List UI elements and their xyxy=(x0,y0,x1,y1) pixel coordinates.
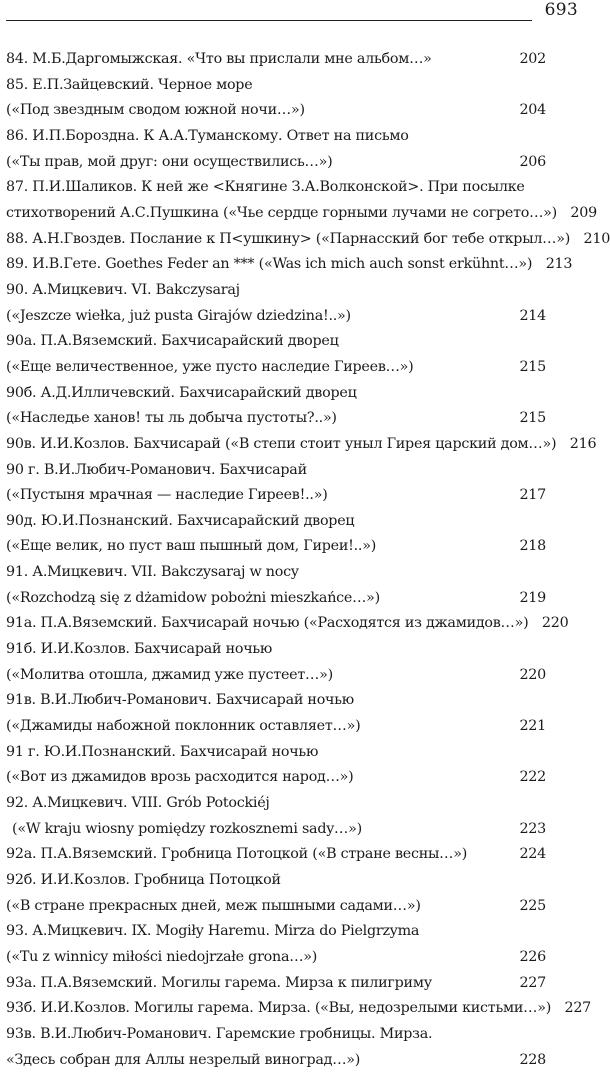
toc-page-number: 210 xyxy=(583,230,610,247)
toc-page-number: 213 xyxy=(545,256,573,273)
toc-entry-line xyxy=(6,791,546,817)
toc-page-number: 220 xyxy=(519,666,546,683)
toc-entry-text: 90а. П.А.Вяземский. Бахчисарайский дворец xyxy=(6,333,339,350)
toc-entry-text: («Jeszcze wiełka, już pusta Girajów dziedzina!..») xyxy=(6,307,351,324)
toc-entry-text: 91. А.Мицкевич. VII. Bakczysaraj w nocy xyxy=(6,564,299,581)
toc-entry-text: 88. А.Н.Гвоздев. Послание к П<ушкину> («Парнасский бог тебе открыл…») xyxy=(6,230,571,247)
toc-entry-line xyxy=(6,586,546,612)
toc-entry-text: 93а. П.А.Вяземский. Могилы гарема. Мирза к пилигриму xyxy=(6,974,432,991)
toc-entry-line xyxy=(6,765,546,791)
toc-entry-text: («В стране прекрасных дней, меж пышными садами…») xyxy=(6,897,421,914)
toc-entry-text: 92а. П.А.Вяземский. Гробница Потоцкой («В стране весны…») xyxy=(6,846,468,863)
toc-entry-text: 92. А.Мицкевич. VIII. Grób Potockiéj xyxy=(6,795,270,812)
toc-page-number: 215 xyxy=(519,410,546,427)
toc-entry-line xyxy=(6,329,546,355)
toc-entry-line xyxy=(6,868,546,894)
toc-entry-line xyxy=(6,1048,546,1073)
toc-entry-text: («W kraju wiosny pomiędzy rozkosznemi sady…») xyxy=(12,820,362,837)
toc-entry-text: 84. М.Б.Даргомыжская. «Что вы прислали мне альбом…» xyxy=(6,51,432,67)
toc-entry-line xyxy=(6,842,546,868)
toc-entry-line xyxy=(6,919,546,945)
toc-entry-line xyxy=(6,688,546,714)
toc-entry-line xyxy=(6,201,597,227)
toc-page-number: 218 xyxy=(519,538,546,555)
toc-entry-text: («Еще величественное, уже пусто наследие Гиреев…») xyxy=(6,358,414,375)
toc-page-number: 227 xyxy=(564,1000,592,1017)
toc-entry-line xyxy=(6,47,546,73)
toc-entry-text: 90. А.Мицкевич. VI. Bakczysaraj xyxy=(6,281,240,298)
toc-entry-line xyxy=(6,227,610,253)
toc-page-number: 219 xyxy=(519,589,546,606)
toc-entry-text: 85. Е.П.Зайцевский. Черное море xyxy=(6,76,253,93)
toc-entry-line xyxy=(6,817,546,843)
toc-page-number: 220 xyxy=(541,615,569,632)
header-rule xyxy=(6,20,532,21)
toc-entry-text: 89. И.В.Гете. Goethes Feder an *** («Was ich mich auch sonst erkühnt…») xyxy=(6,256,533,273)
toc-entry-line xyxy=(6,98,546,124)
toc-entry-line xyxy=(6,124,546,150)
toc-entry-text: 91в. В.И.Любич-Романович. Бахчисарай ночью xyxy=(6,692,354,709)
toc-page-number: 223 xyxy=(519,820,546,837)
toc-page-number: 225 xyxy=(519,897,546,914)
toc-page-number: 228 xyxy=(519,1051,546,1068)
toc-page-number: 221 xyxy=(519,718,546,735)
toc-entry-text: («Под звездным сводом южной ночи…») xyxy=(6,102,305,119)
toc-page-number: 202 xyxy=(519,51,546,67)
toc-entry-text: 90 г. В.И.Любич-Романович. Бахчисарай xyxy=(6,461,307,478)
toc-entry-line xyxy=(6,996,592,1022)
toc-entry-text: 91 г. Ю.И.Познанский. Бахчисарай ночью xyxy=(6,743,319,760)
toc-entry-line xyxy=(6,663,546,689)
toc-entry-text: 87. П.И.Шаликов. К ней же <Княгине З.А.Волконской>. При посылке xyxy=(6,179,525,196)
toc-entry-line xyxy=(6,560,546,586)
toc-page-number: 214 xyxy=(519,307,546,324)
toc-page-number: 224 xyxy=(519,846,546,863)
toc-entry-text: («Вот из джамидов врозь расходится народ…») xyxy=(6,769,354,786)
toc-entry-line xyxy=(6,1022,546,1048)
toc-page-number: 216 xyxy=(569,435,597,452)
toc-entry-line xyxy=(6,355,546,381)
toc-page-number: 222 xyxy=(519,769,546,786)
toc-page-number: 217 xyxy=(519,487,546,504)
toc-entry-line xyxy=(6,150,546,176)
toc-entry-text: 90б. А.Д.Илличевский. Бахчисарайский дворец xyxy=(6,384,357,401)
toc-entry-line xyxy=(6,278,546,304)
page-number: 693 xyxy=(544,0,578,20)
toc-entry-line xyxy=(6,458,546,484)
toc-entry-text: («Еще велик, но пуст ваш пышный дом, Гиреи!..») xyxy=(6,538,377,555)
toc-entry-text: 93. А.Мицкевич. IX. Mogiły Haremu. Mirza do Pielgrzyma xyxy=(6,923,420,940)
toc-entry-text: («Rozchodzą się z dżamidow pobożni mieszkańce…») xyxy=(6,589,380,606)
toc-entry-text: стихотворений А.С.Пушкина («Чье сердце горными лучами не согрето…») xyxy=(6,204,557,221)
toc-entry-text: 93в. В.И.Любич-Романович. Гаремские гробницы. Мирза. xyxy=(6,1025,433,1042)
toc-entry-line xyxy=(6,714,546,740)
toc-page-number: 227 xyxy=(519,974,546,991)
toc-entry-line xyxy=(6,945,546,971)
toc-entry-text: 91б. И.И.Козлов. Бахчисарай ночью xyxy=(6,641,273,658)
toc-entry-text: («Джамиды набожной поклонник оставляет…») xyxy=(6,718,361,735)
toc-entry-line xyxy=(6,740,546,766)
toc-entry-text: («Наследье ханов! ты ль добыча пустоты?..») xyxy=(6,410,337,427)
toc-entry-line xyxy=(6,971,546,997)
toc-entry-line xyxy=(6,406,546,432)
toc-entry-line xyxy=(6,509,546,535)
table-of-contents xyxy=(6,47,610,1073)
toc-entry-line xyxy=(6,381,546,407)
toc-entry-text: 93б. И.И.Козлов. Могилы гарема. Мирза. («Вы, недозрелыми кистьми…») xyxy=(6,1000,552,1017)
toc-entry-text: 86. И.П.Бороздна. К А.А.Туманскому. Ответ на письмо xyxy=(6,127,409,144)
toc-entry-line xyxy=(6,73,546,99)
toc-entry-text: «Здесь собран для Аллы незрелый виноград…») xyxy=(6,1051,361,1068)
toc-entry-text: («Tu z winnicy miłości niedojrzałe grona…») xyxy=(6,948,318,965)
toc-entry-line xyxy=(6,637,546,663)
toc-entry-line xyxy=(6,534,546,560)
toc-entry-text: 92б. И.И.Козлов. Гробница Потоцкой xyxy=(6,872,281,888)
toc-page-number: 209 xyxy=(570,204,597,221)
toc-page-number: 215 xyxy=(519,358,546,375)
toc-entry-text: («Пустыня мрачная — наследие Гиреев!..») xyxy=(6,487,328,504)
toc-entry-line xyxy=(6,611,569,637)
toc-entry-text: 90в. И.И.Козлов. Бахчисарай («В степи стоит уныл Гирея царский дом…») xyxy=(6,435,557,452)
toc-entry-text: 90д. Ю.И.Познанский. Бахчисарайский дворец xyxy=(6,512,355,529)
toc-page-number: 204 xyxy=(519,102,546,119)
toc-entry-line xyxy=(6,304,546,330)
toc-entry-text: («Ты прав, мой друг: они осуществились…») xyxy=(6,153,333,170)
toc-entry-text: 91а. П.А.Вяземский. Бахчисарай ночью («Расходятся из джамидов…») xyxy=(6,615,529,632)
toc-entry-line xyxy=(6,175,546,201)
toc-entry-line xyxy=(6,483,546,509)
toc-entry-line xyxy=(6,432,597,458)
toc-page-number: 206 xyxy=(519,153,546,170)
toc-entry-text: («Молитва отошла, джамид уже пустеет…») xyxy=(6,666,333,683)
toc-page-number: 226 xyxy=(519,948,546,965)
toc-entry-line xyxy=(6,894,546,920)
toc-entry-line xyxy=(6,252,573,278)
